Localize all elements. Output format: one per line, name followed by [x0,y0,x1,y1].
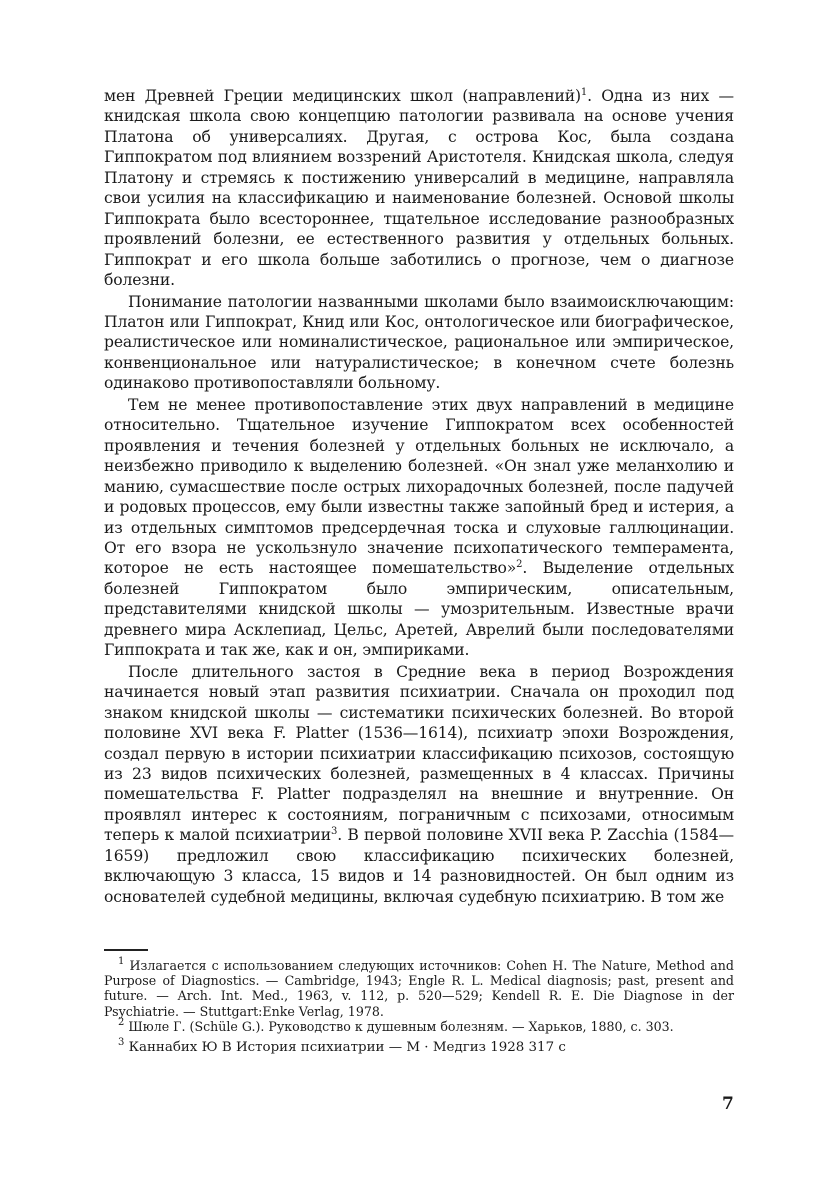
footnote [104,1016,734,1034]
text-run: мен Древней Греции медицинских школ (направлений) [104,87,581,105]
footnote-divider [104,949,148,951]
page-number: 7 [722,1094,734,1114]
footnotes [104,958,734,1055]
text-run: Тем не менее противопоставление этих двух направлений в медицине относительно. Тщательное изучение Гиппократом всех особенностей проявления и течения болезней у отдельных больных не исключало, а неизбежно приводило к выделению болезней. «Он знал уже меланхолию и манию, сумасшествие после острых лихорадочных болезней, после падучей и родовых процессов, ему были известны также запойный бред и истерия, а из отдельных симптомов предсердечная тоска и слуховые галлюцинации. От его взора не ускользнуло значение психопатического темперамента, которое не есть настоящее помешательство» [104,395,734,578]
text-run: . Выделение отдельных болезней Гиппократом было эмпирическим, описательным, представителями книдской школы — умозрительным. Известные врачи древнего мира Асклепиад, Цельс, Аретей, Аврелий были последователями Гиппократа и так же, как и он, эмпириками. [104,559,734,660]
footnote [104,1037,734,1056]
footnote-ref: 1 [580,87,588,98]
main-text [104,86,734,907]
footnote [104,958,734,1019]
paragraph [104,86,734,291]
text-run: . В первой половине XVII века P. Zacchia (1584—1659) предложил свою классификацию психических болезней, включающую 3 класса, 15 видов и 14 разновидностей. Он был одним из основателей судебной медицины, включая судебную психиатрию. В том же [104,826,734,906]
footnote-ref: 3 [330,826,338,838]
footnote-ref: 2 [516,559,523,571]
footnote-text: Каннабих Ю В История психиатрии — М · Медгиз 1928 317 с [128,1040,566,1056]
text-run: . Одна из них — книдская школа свою концепцию патологии развивала на основе учения Платона об универсалиях. Другая, с острова Кос, была создана Гиппократом под влиянием воззрений Аристотеля. Книдская школа, следуя Платону и стремясь к постижению универсалий в медицине, направляла свои усилия на классификацию и наименование болезней. Основой школы Гиппократа было всестороннее, тщательное исследование разнообразных проявлений болезни, ее естественного развития у отдельных больных. Гиппократ и его школа больше заботились о прогнозе, чем о диагнозе болезни. [104,87,734,290]
footnote-marker: 1 [118,956,125,967]
footnote-text: Шюле Г. (Schüle G.). Руководство к душевным болезням. — Харьков, 1880, с. 303. [128,1018,674,1034]
paragraph [104,395,734,661]
footnote-text: Излагается с использованием следующих источников: Cohen H. The Nature, Method and Purpose of Diagnostics. — Cambridge, 1943; Engle R. L. Medical diagnosis; past, present and future. — Arch. Int. Med., 1963, v. 112, p. 520—529; Kendell R. E. Die Diagnose in der Psychiatrie. — Stuttgart:Enke Verlag, 1978. [104,958,734,1019]
paragraph: Понимание патологии названными школами было взаимоисключающим: Платон или Гиппократ, Книд или Кос, онтологическое или биографическое, реалистическое или номиналистическое, рациональное или эмпирическое, конвенциональное или натуралистическое; в конечном счете болезнь одинаково противопоставляли больному. [104,292,734,393]
footnote-marker: 3 [118,1037,125,1049]
text-run: После длительного застоя в Средние века в период Возрождения начинается новый этап развития психиатрии. Сначала он проходил под знаком книдской школы — систематики психических болезней. Во второй половине XVI века F. Platter (1536—1614), психиатр эпохи Возрождения, создал первую в истории психиатрии классификацию психозов, состоящую из 23 видов психических болезней, размещенных в 4 классах. Причины помешательства F. Platter подразделял на внешние и внутренние. Он проявлял интерес к состояниям, пограничным с психозами, относимым теперь к малой психиатрии [104,662,734,845]
paragraph [104,662,734,907]
footnote-marker: 2 [118,1016,125,1028]
